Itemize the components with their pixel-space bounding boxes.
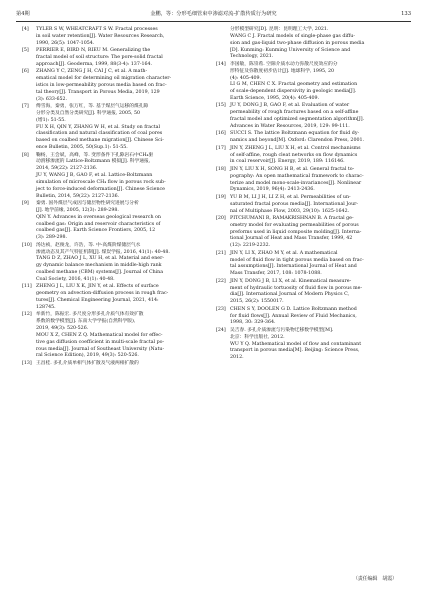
reference-text-line: 北京：科学出版社, 2012. <box>230 334 285 340</box>
running-header <box>16 8 411 20</box>
reference-text-line: 形特征及弥散度初步估计[J]. 地球科学, 1995, 20 <box>230 68 335 74</box>
reference-text-line: PERRIER E, BIRD N, RIEU M. Generalizing the <box>36 48 151 54</box>
reference-text-line: 吴吉春. 多孔介质渗流与污染物迁移数学模型[M]. <box>230 327 334 333</box>
reference-text-line: in soil water retention[J]. Water Resources Research, <box>36 33 165 39</box>
reference-text-line: ment of hydraulic tortuosity of fluid flow in porous me- <box>230 285 363 291</box>
reference-text-line: transport in porous media[M]. Beijing: Science Press, <box>230 348 360 354</box>
reference-text-line: pography: An open mathematical framework to charac- <box>230 173 364 179</box>
reference-text-line: (12): 2219-2232. <box>230 243 271 249</box>
reference-text-line: coalbed gas[J]. Earth Science Frontiers, 2005, 12 <box>36 228 156 234</box>
reference-text-line: Coal Society, 2016, 41(1): 40-48. <box>36 276 115 282</box>
reference-text-line: sion and gas-liquid two-phase diffusion in porous media <box>230 40 365 46</box>
reference-number: [13] <box>22 360 32 366</box>
reference-text-line: ZHANG Y C, ZENG J H, CAI J C, et al. A math- <box>36 69 148 75</box>
reference-number: [19] <box>216 194 226 200</box>
reference-number: [20] <box>216 215 226 221</box>
reference-text-line: of self-affine, rough cleat networks on flow dynamics <box>230 152 358 158</box>
reference-text-line: of scale-dependent dispersivity in geologic media[J]. <box>230 89 357 95</box>
reference-text-line: PITCHUMANI R, RAMAKRISHNAN B. A fractal ge- <box>230 215 354 221</box>
reference-text-line: classification and natural classification of coal pores <box>36 131 163 137</box>
reference-number: [14] <box>216 61 226 67</box>
reference-entry <box>22 361 208 368</box>
reference-entry <box>22 69 208 103</box>
reference-text-line: 李国敏，陈崇希. 空隙介质水动力弥散尺度效应的分 <box>230 61 338 67</box>
reference-text-line: ZHENG J L, LIU X K, JIN Y, et al. Effects of surface <box>36 284 159 290</box>
reference-number: [7] <box>22 104 29 110</box>
reference-text-line: (3): 633-652. <box>36 96 68 102</box>
reference-text-line: tional Journal of Heat and Mass Transfer, 1999, 42 <box>230 236 353 242</box>
reference-number: [16] <box>216 131 226 137</box>
reference-text-line: fractal model and optimized segmentation algorithm[J]. <box>230 117 365 123</box>
reference-text-line: Advances in Water Resources, 2019, 129: 99-111. <box>230 124 350 129</box>
reference-text-line: 王昌桂. 多孔介质单相气体扩散及气液两相扩散的 <box>36 360 139 366</box>
reference-text-line: LI G M, CHEN C X. Fractal geometry and estimation <box>230 82 358 88</box>
reference-text-line: JU Y, DONG J B, GAO F, et al. Evaluation of water <box>230 103 350 109</box>
reference-entry <box>216 216 402 250</box>
issue-number: 第4期 <box>16 11 30 17</box>
reference-text-line: [D]. Kunming: Kunming University of Science and <box>230 47 351 53</box>
running-title: 金鹏，等：分形毛细管束中渗滤对流-扩散传质行为研究 <box>150 11 277 17</box>
reference-text-line: 傅雪海，秦勇，张万红，等. 基于煤层气运移的煤孔隙 <box>36 104 149 110</box>
reference-text-line: dia[J]. International Journal of Modern Physics C, <box>230 292 350 298</box>
reference-text-line: saturated fractal porous media[J]. International Jour- <box>230 201 358 207</box>
reference-text-line: TYLER S W, WHEATCRAFT S W. Fractal processes <box>36 27 158 32</box>
reference-text-line: ometry model for evaluating permeabilities of porous <box>230 222 359 228</box>
reference-entry <box>216 167 402 194</box>
reference-text-line: 2019, 49(3): 520-526. <box>36 326 89 332</box>
reference-text-line: tures[J]. Chemical Engineering Journal, 2021, 414: <box>36 298 159 304</box>
reference-text-line: 汤达祯，赵俊龙，许浩，等. 中-高煤阶煤储层气水 <box>36 242 141 248</box>
reference-text-line: 分形分类及自然分类研究[J]. 科学通报, 2005, 50 <box>36 110 141 116</box>
reference-number: [5] <box>22 48 29 54</box>
reference-text-line: istics in low-permeability porous media based on frac- <box>36 82 167 88</box>
responsible-editor-note: （责任编辑 胡霞） <box>352 576 397 582</box>
reference-text-line: 分形模型研究[D]. 昆明：昆明理工大学, 2021. <box>230 27 329 32</box>
reference-text-line: approach[J]. Geoderma, 1999, 88(3-4): 137-164. <box>36 61 153 67</box>
reference-text-line: JU Y, WANG J B, GAO F, et al. Lattice-Boltzmann <box>36 173 153 179</box>
reference-entry <box>22 104 208 152</box>
reference-entry <box>216 103 402 130</box>
reference-entry <box>22 27 208 48</box>
reference-text-line: 系数的数学模型[J]. 东南大学学报(自然科学版), <box>36 319 136 325</box>
reference-text-line: ematical model for determining oil migration character- <box>36 76 172 82</box>
reference-text-line: for fluid flows[J]. Annual Review of Fluid Mechanics, <box>230 313 357 319</box>
reference-text-line: 1990, 26(5): 1047-1054. <box>36 40 95 46</box>
reference-number: [6] <box>22 69 29 75</box>
reference-entry <box>216 307 402 328</box>
reference-entry <box>216 146 402 167</box>
reference-text-line: (3): 289-298. <box>36 235 68 241</box>
reference-text-line: rous media[J]. Journal of Southeast University (Natu- <box>36 346 165 352</box>
reference-number: [22] <box>216 278 226 284</box>
reference-text-line: WU Y Q. Mathematical model of flow and contaminant <box>230 341 362 347</box>
reference-text-line: gy dynamic balance mechanism in middle-high rank <box>36 263 162 269</box>
reference-text-line: FU X H, QIN Y, ZHANG W H, et al. Study on fractal <box>36 124 160 130</box>
reference-text-line: tal theory[J]. Transport in Porous Media, 2019, 129 <box>36 89 160 95</box>
header-rule <box>16 21 411 22</box>
reference-number: [15] <box>216 103 226 109</box>
reference-entry <box>216 27 402 61</box>
reference-number: [17] <box>216 145 226 151</box>
reference-text-line: 1998, 30: 329-364. <box>230 320 276 326</box>
reference-text-line: Dynamics, 2019, 96(4): 2413-2436. <box>230 187 315 193</box>
reference-number: [10] <box>22 242 32 248</box>
reference-text-line: 秦勇. 国外煤层气成因与储层物性研究进展与分析 <box>36 201 139 207</box>
reference-text-line: JIN Y, ZHENG J L, LIU X H, et al. Control mechanisms <box>230 145 361 151</box>
reference-entry <box>22 243 208 284</box>
reference-text-line: coalbed gas: Origin and reservoir characteristics of <box>36 221 161 227</box>
reference-text-line: ence Bulletin, 2005, 50(Sup.1): 51-55. <box>36 145 128 151</box>
reference-entry <box>22 284 208 311</box>
reference-text-line: 鞠杨，王会斌，高峰，等. 变形条件下孔隙岩石中CH₄驱 <box>36 152 154 158</box>
reference-text-line: namics and beyond[M]. Oxford: Clarendon Press, 2001. <box>230 138 365 144</box>
reference-text-line: nal of Multiphase Flow, 2003, 29(10): 1625-1642. <box>230 208 350 214</box>
reference-entry <box>22 201 208 242</box>
reference-entry <box>22 312 208 360</box>
reference-text-line: (4): 405-409. <box>230 75 262 81</box>
reference-number: [23] <box>216 306 226 312</box>
reference-text-line: (增1): 51-55. <box>36 117 66 123</box>
reference-number: [24] <box>216 327 226 333</box>
reference-text-line: JIN Y, LI X, ZHAO M Y, et al. A mathematical <box>230 250 338 256</box>
page-number: 133 <box>401 11 411 17</box>
reference-text-line: CHEN S Y, DOOLEN G D. Lattice Boltzmann method <box>230 306 357 312</box>
reference-number: [12] <box>22 312 32 318</box>
references-left-column <box>22 27 208 368</box>
reference-entry <box>216 62 402 103</box>
reference-text-line: [J]. 地学前缘, 2005, 12(3): 289-298. <box>36 207 119 213</box>
reference-text-line: 2015, 26(2): 1550017. <box>230 299 284 305</box>
reference-text-line: 牟新竹，陈振宏. 多尺度分形多孔介质气体有效扩散 <box>36 312 144 318</box>
reference-text-line: 动滑移渗流的 Lattice-Boltzmann 模拟[J]. 科学通报, <box>36 159 151 165</box>
reference-entry <box>216 251 402 278</box>
reference-entry <box>216 328 402 362</box>
reference-text-line: in coal reservoir[J]. Energy, 2019, 189: 116146. <box>230 159 345 165</box>
reference-entry <box>22 48 208 69</box>
reference-text-line: 2014, 59(22): 2127-2136. <box>36 166 98 172</box>
reference-text-line: ject to force-induced deformation[J]. Chinese Science <box>36 186 165 192</box>
reference-text-line: geometry on advection-diffusion process in rough frac- <box>36 291 169 297</box>
reference-entry <box>22 153 208 201</box>
reference-number: [8] <box>22 152 29 158</box>
reference-text-line: Mass Transfer, 2017, 108: 1078-1088. <box>230 271 322 277</box>
reference-text-line: coalbed methane (CBM) systems[J]. Journal of China <box>36 270 164 276</box>
reference-text-line: Bulletin, 2014, 59(22): 2127-2136. <box>36 193 120 199</box>
reference-text-line: 渗流动态及其产气特征机制[J]. 煤炭学报, 2016, 41(1): 40-48. <box>36 249 170 255</box>
reference-text-line: JIN Y, LIU X H, SONG H B, et al. General fractal to- <box>230 166 355 172</box>
reference-text-line: simulation of microscale CH₄ flow in porous rock sub- <box>36 179 166 185</box>
reference-text-line: QIN Y. Advances in overseas geological research on <box>36 214 161 220</box>
reference-text-line: tive gas diffusion coefficient in multi-scale fractal po- <box>36 339 165 345</box>
reference-text-line: YU B M, LI J H, LI Z H, et al. Permeabilities of un- <box>230 194 351 200</box>
reference-text-line: 2012. <box>230 355 244 361</box>
reference-text-line: terize and model mono-scale-invariances[J]. Nonlinear <box>230 180 362 186</box>
reference-number: [11] <box>22 284 32 290</box>
reference-text-line: model of fluid flow in tight porous media based on frac- <box>230 257 364 263</box>
reference-text-line: permeability of rough fractures based on a self-affine <box>230 110 359 116</box>
reference-text-line: preforms used in liquid composite molding[J]. Interna- <box>230 229 362 235</box>
references-right-column <box>216 27 402 363</box>
reference-entry <box>216 131 402 145</box>
reference-number: [21] <box>216 250 226 256</box>
reference-text-line: MOU X Z, CHEN Z Q. Mathematical model for effec- <box>36 332 163 338</box>
reference-text-line: based on coalbed methane migration[J]. Chinese Sci- <box>36 138 164 144</box>
reference-text-line: ral Science Edition), 2019, 49(3): 520-526. <box>36 353 139 359</box>
reference-text-line: SUCCI S. The lattice Boltzmann equation for fluid dy- <box>230 131 360 137</box>
reference-number: [4] <box>22 27 29 32</box>
reference-text-line: 128745. <box>36 304 56 310</box>
reference-entry <box>216 195 402 216</box>
reference-text-line: JIN Y, DONG J B, LI X, et al. Kinematical measure- <box>230 278 352 284</box>
reference-number: [9] <box>22 201 29 207</box>
reference-text-line: TANG D Z, ZHAO J L, XU H, et al. Material and ener- <box>36 256 164 262</box>
reference-text-line: WANG C J. Fractal models of single-phase gas diffu- <box>230 33 355 39</box>
reference-text-line: Earth Science, 1995, 20(4): 405-409. <box>230 96 320 102</box>
reference-text-line: fractal model of soil structure: The pore-solid fractal <box>36 54 163 60</box>
reference-text-line: Technology, 2021. <box>230 54 274 60</box>
reference-number: [18] <box>216 166 226 172</box>
reference-entry <box>216 279 402 306</box>
reference-text-line: tal assumptions[J]. International Journal of Heat and <box>230 264 357 270</box>
